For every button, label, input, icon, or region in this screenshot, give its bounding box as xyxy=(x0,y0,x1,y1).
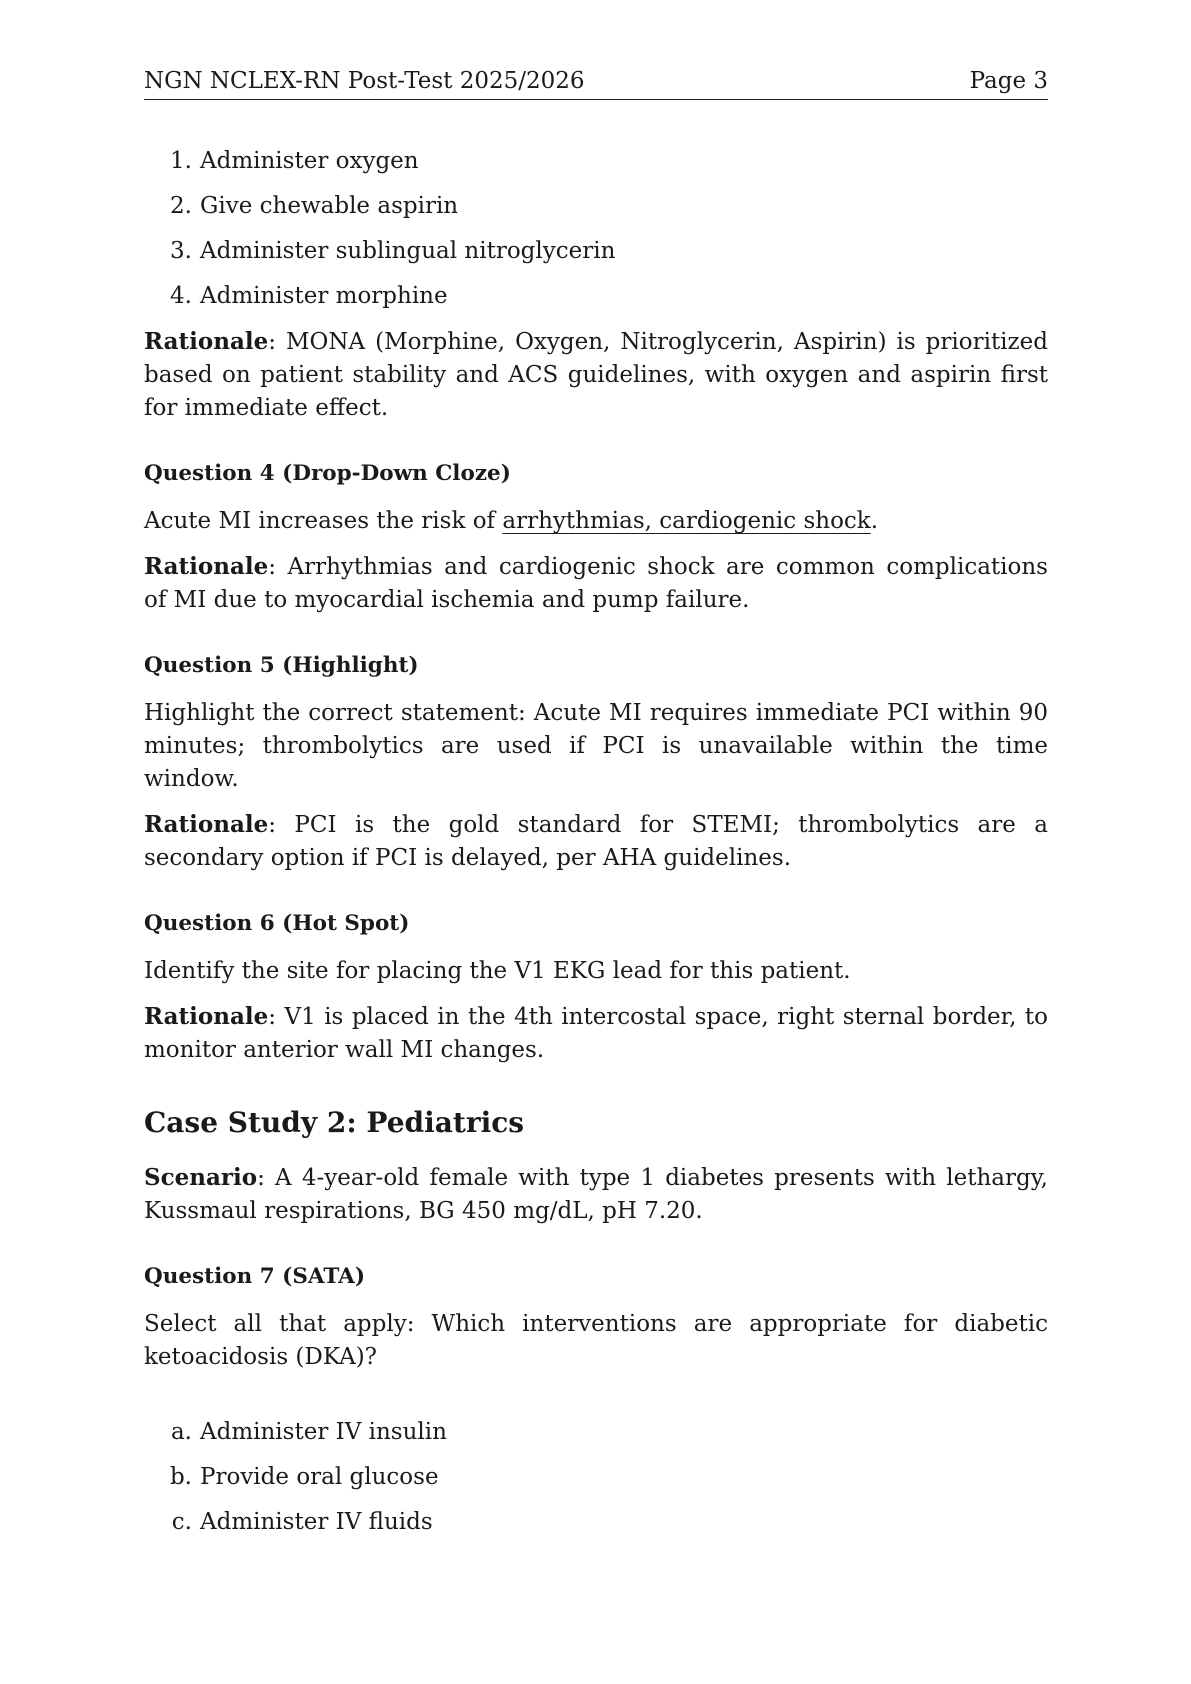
list-number: 3. xyxy=(170,238,192,264)
list-item xyxy=(144,145,1048,178)
q5-heading: Question 5 (Highlight) xyxy=(144,653,419,678)
q5-prompt: Highlight the correct statement: Acute MI requires immediate PCI within 90 minutes; thrombolytics are used if PCI is unavailable within the time window. xyxy=(144,700,1048,792)
rationale-text: : MONA (Morphine, Oxygen, Nitroglycerin, Aspirin) is prioritized based on patient stability and ACS guidelines, with oxygen and aspirin first for immediate effect. xyxy=(144,329,1048,421)
option-item[interactable] xyxy=(144,1416,1048,1449)
case-study-heading: Case Study 2: Pediatrics xyxy=(144,1106,525,1139)
q3-rationale xyxy=(144,325,1048,425)
option-item[interactable] xyxy=(144,1461,1048,1494)
q4-prompt xyxy=(144,505,1048,538)
option-letter: b. xyxy=(169,1464,192,1490)
list-item xyxy=(144,235,1048,268)
q7-heading: Question 7 (SATA) xyxy=(144,1264,366,1289)
scenario-label: Scenario xyxy=(144,1164,258,1191)
case-scenario xyxy=(144,1161,1048,1228)
option-text: Administer IV insulin xyxy=(200,1419,447,1445)
option-item[interactable] xyxy=(144,1506,1048,1539)
option-letter: c. xyxy=(171,1509,192,1535)
option-text: Administer IV fluids xyxy=(200,1509,433,1535)
rationale-label: Rationale xyxy=(144,328,269,355)
q4-rationale xyxy=(144,550,1048,617)
rationale-text: : V1 is placed in the 4th intercostal space, right sternal border, to monitor anterior wall MI changes. xyxy=(144,1004,1048,1063)
page-content xyxy=(144,145,1048,1539)
rationale-text: : PCI is the gold standard for STEMI; thrombolytics are a secondary option if PCI is delayed, per AHA guidelines. xyxy=(144,812,1048,871)
list-item xyxy=(144,190,1048,223)
q3-step-list xyxy=(144,145,1048,313)
list-item-text: Administer oxygen xyxy=(200,148,419,174)
q4-prompt-prefix: Acute MI increases the risk of xyxy=(144,508,503,534)
q5-rationale xyxy=(144,808,1048,875)
q4-heading: Question 4 (Drop-Down Cloze) xyxy=(144,461,511,486)
scenario-text: : A 4-year-old female with type 1 diabetes presents with lethargy, Kussmaul respirations, BG 450 mg/dL, pH 7.20. xyxy=(144,1165,1048,1224)
list-number: 1. xyxy=(170,148,192,174)
header-title: NGN NCLEX-RN Post-Test 2025/2026 xyxy=(144,68,585,94)
rationale-label: Rationale xyxy=(144,811,269,838)
option-letter: a. xyxy=(170,1419,192,1445)
list-number: 2. xyxy=(170,193,192,219)
running-header xyxy=(144,66,1048,100)
q4-answer-blank[interactable]: arrhythmias, cardiogenic shock xyxy=(502,508,871,534)
list-number: 4. xyxy=(170,283,192,309)
rationale-label: Rationale xyxy=(144,553,269,580)
q7-prompt: Select all that apply: Which interventions are appropriate for diabetic ketoacidosis (DKA)? xyxy=(144,1311,1048,1370)
list-item-text: Administer morphine xyxy=(200,283,448,309)
q6-prompt: Identify the site for placing the V1 EKG lead for this patient. xyxy=(144,958,851,984)
q6-heading: Question 6 (Hot Spot) xyxy=(144,911,410,936)
q7-option-list xyxy=(144,1416,1048,1539)
option-text: Provide oral glucose xyxy=(200,1464,439,1490)
page-number: Page 3 xyxy=(969,68,1048,94)
q6-rationale xyxy=(144,1000,1048,1067)
list-item-text: Give chewable aspirin xyxy=(200,193,459,219)
list-item-text: Administer sublingual nitroglycerin xyxy=(200,238,616,264)
rationale-label: Rationale xyxy=(144,1003,269,1030)
q4-prompt-suffix: . xyxy=(870,508,879,534)
list-item xyxy=(144,280,1048,313)
rationale-text: : Arrhythmias and cardiogenic shock are common complications of MI due to myocardial ischemia and pump failure. xyxy=(144,554,1048,613)
